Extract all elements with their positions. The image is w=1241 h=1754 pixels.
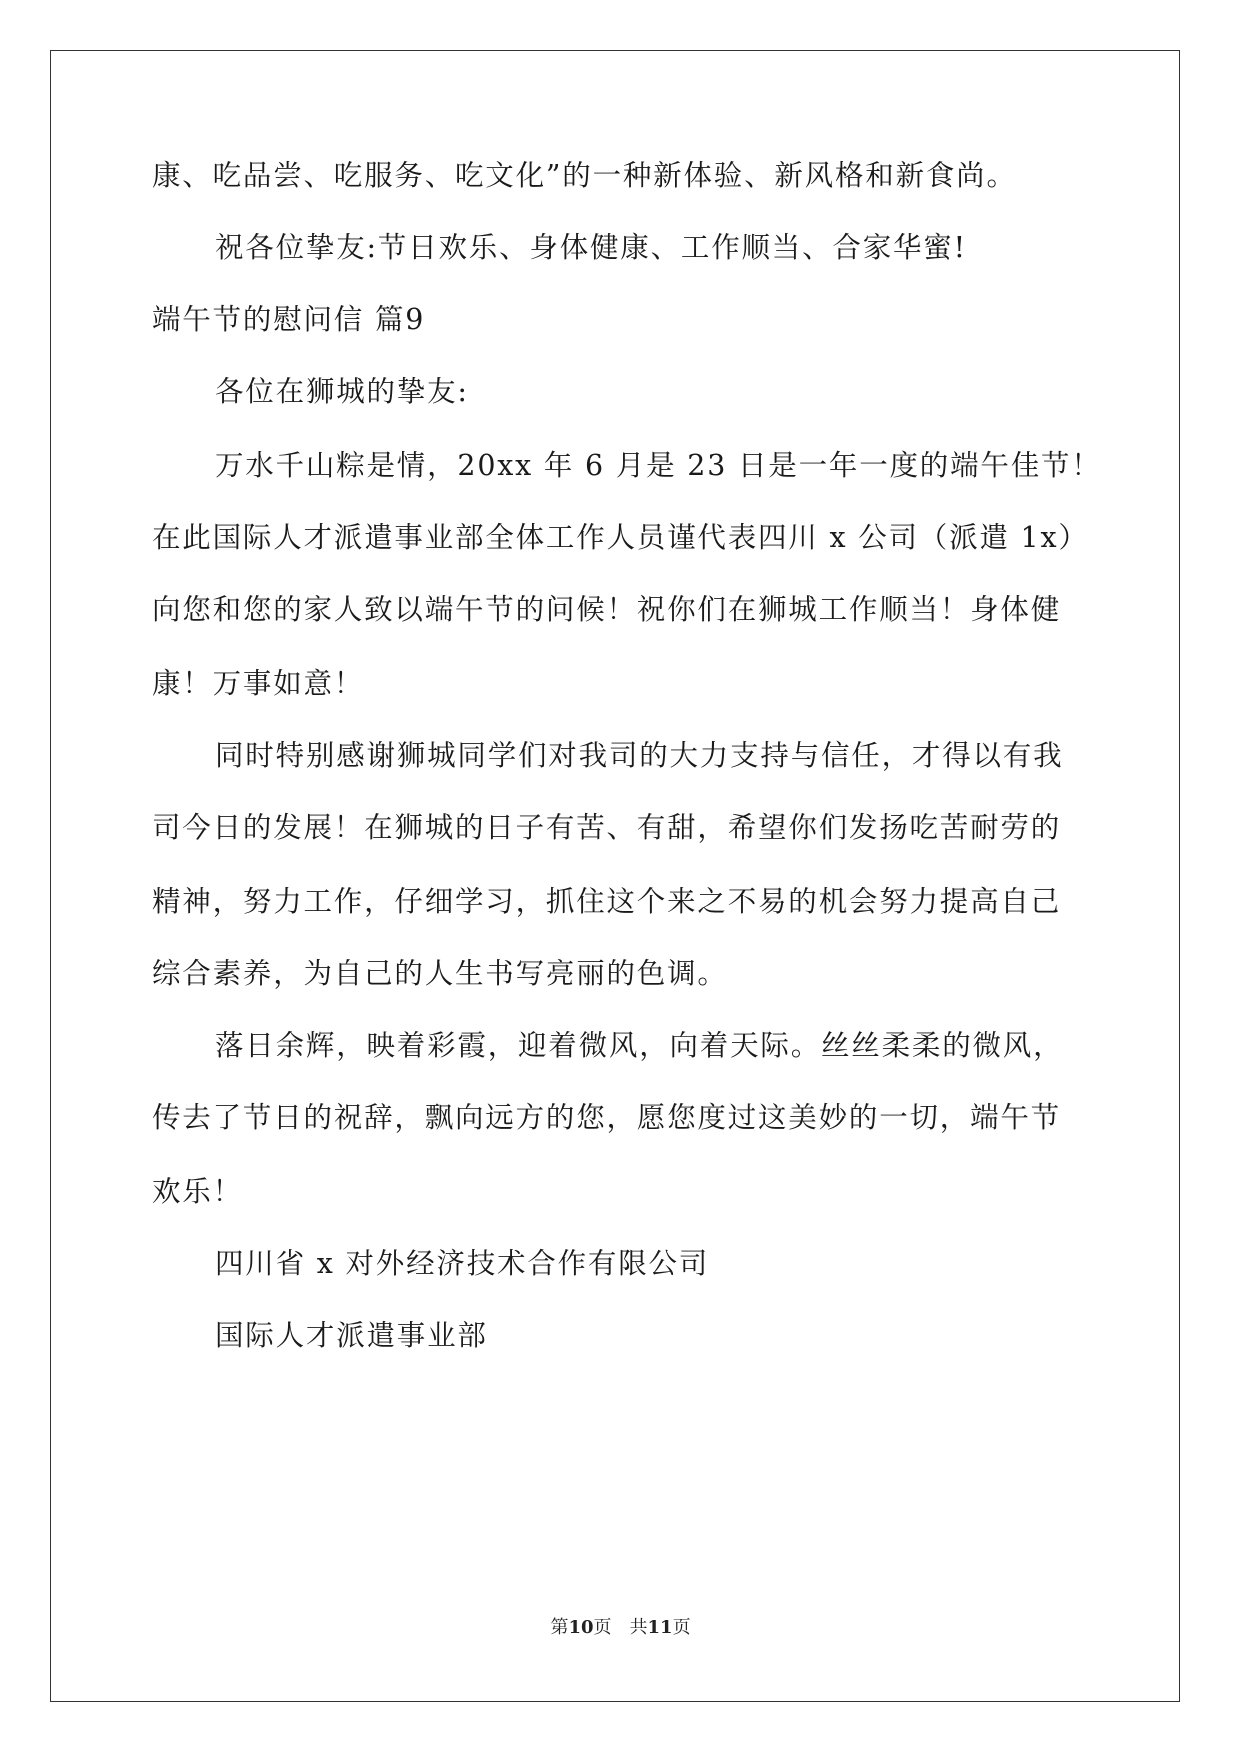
body-line: 康、吃品尝、吃服务、吃文化”的一种新体验、新风格和新食尚。: [152, 159, 1017, 192]
body-line: 欢乐！: [152, 1175, 243, 1208]
page-prefix: 第: [550, 1617, 569, 1638]
total-suffix: 页: [672, 1617, 691, 1638]
body-line: 向您和您的家人致以端午节的问候！祝你们在狮城工作顺当！身体健: [152, 593, 1062, 626]
body-line: 综合素养，为自己的人生书写亮丽的色调。: [152, 957, 728, 990]
body-line: 司今日的发展！在狮城的日子有苦、有甜，希望你们发扬吃苦耐劳的: [152, 811, 1062, 844]
body-line: 万水千山粽是情，20xx 年 6 月是 23 日是一年一度的端午佳节！: [215, 449, 1102, 482]
page-total: 11: [647, 1617, 673, 1638]
total-prefix: 共: [629, 1617, 648, 1638]
page-frame: [50, 50, 1180, 1702]
page-mid: 页: [593, 1617, 612, 1638]
signature-company: 四川省 x 对外经济技术合作有限公司: [215, 1247, 710, 1280]
greeting-wish: 祝各位挚友:节日欢乐、身体健康、工作顺当、合家华蜜!: [215, 231, 967, 264]
body-line: 传去了节日的祝辞，飘向远方的您，愿您度过这美妙的一切，端午节: [152, 1101, 1062, 1134]
body-line: 在此国际人才派遣事业部全体工作人员谨代表四川 x 公司（派遣 1x）: [152, 521, 1089, 554]
salutation: 各位在狮城的挚友:: [215, 375, 469, 408]
page-current: 10: [568, 1617, 594, 1638]
body-line: 同时特别感谢狮城同学们对我司的大力支持与信任，才得以有我: [215, 739, 1064, 772]
signature-department: 国际人才派遣事业部: [215, 1319, 488, 1352]
page-footer: [0, 1616, 1241, 1640]
body-line: 精神，努力工作，仔细学习，抓住这个来之不易的机会努力提高自己: [152, 885, 1062, 918]
body-line: 康！万事如意！: [152, 667, 365, 700]
body-line: 落日余辉，映着彩霞，迎着微风，向着天际。丝丝柔柔的微风，: [215, 1029, 1064, 1062]
section-heading: 端午节的慰问信 篇9: [152, 303, 426, 336]
